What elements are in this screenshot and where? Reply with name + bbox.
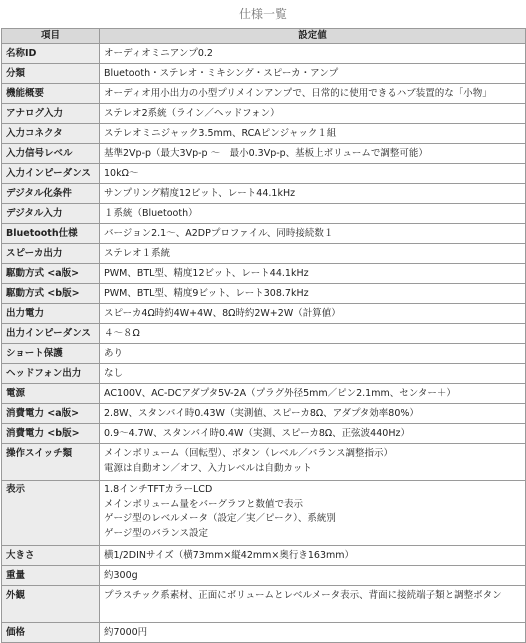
spec-item-value <box>100 84 526 104</box>
table-row <box>2 284 526 304</box>
spec-value-line: 約7000円 <box>104 626 148 638</box>
table-row <box>2 623 526 643</box>
spec-value-line: PWM、BTL型、精度9ビット、レート308.7kHz <box>104 287 309 299</box>
spec-value-line: 基準2Vp-p（最大3Vp-p ～ 最小0.3Vp-p、基板上ボリュームで調整可能） <box>104 147 428 159</box>
spec-value-line: メインボリューム量をバーグラフと数値で表示 <box>104 498 304 510</box>
spec-item-value <box>100 204 526 224</box>
spec-item-value <box>100 586 526 623</box>
spec-value-line: スピーカ4Ω時約4W+4W、8Ω時約2W+2W（計算値） <box>104 307 341 319</box>
spec-item-value <box>100 244 526 264</box>
spec-item-value <box>100 364 526 384</box>
table-caption: 仕様一覧 <box>238 7 287 21</box>
spec-value-line: オーディオミニアンプ0.2 <box>104 47 213 59</box>
spec-item-value <box>100 104 526 124</box>
spec-value-line: なし <box>104 367 124 379</box>
spec-item-value <box>100 344 526 364</box>
spec-item-label: 大きさ <box>2 546 100 566</box>
spec-value-line: 約300g <box>104 569 138 581</box>
table-row <box>2 124 526 144</box>
table-row <box>2 84 526 104</box>
table-row <box>2 404 526 424</box>
spec-item-label: 駆動方式 <b版> <box>2 284 100 304</box>
table-row <box>2 364 526 384</box>
spec-item-value <box>100 304 526 324</box>
table-row <box>2 164 526 184</box>
spec-item-label: ショート保護 <box>2 344 100 364</box>
spec-item-label: 駆動方式 <a版> <box>2 264 100 284</box>
table-row <box>2 566 526 586</box>
spec-value-line: AC100V、AC-DCアダプタ5V-2A（プラグ外径5mm／ピン2.1mm、センター＋） <box>104 387 456 399</box>
spec-item-value <box>100 224 526 244</box>
spec-value-line: 2.8W、スタンバイ時0.43W（実測値、スピーカ8Ω、アダプタ効率80%） <box>104 407 419 419</box>
spec-item-value <box>100 284 526 304</box>
table-row <box>2 244 526 264</box>
spec-value-line: あり <box>104 347 124 359</box>
spec-table-body <box>2 44 526 643</box>
spec-item-label: デジタル入力 <box>2 204 100 224</box>
spec-value-line: ステレオ１系統 <box>104 247 171 259</box>
table-row <box>2 586 526 623</box>
spec-item-value <box>100 444 526 481</box>
spec-item-label: 分類 <box>2 64 100 84</box>
spec-value-line: 1.8インチTFTカラーLCD <box>104 484 213 495</box>
spec-item-label: 消費電力 <b版> <box>2 424 100 444</box>
spec-item-value <box>100 623 526 643</box>
table-header-row <box>2 29 526 44</box>
table-row <box>2 324 526 344</box>
spec-item-label: 入力コネクタ <box>2 124 100 144</box>
table-row <box>2 444 526 481</box>
spec-item-value <box>100 64 526 84</box>
spec-item-value <box>100 481 526 546</box>
spec-item-value <box>100 164 526 184</box>
spec-item-label: 重量 <box>2 566 100 586</box>
spec-item-value <box>100 566 526 586</box>
spec-item-value <box>100 324 526 344</box>
table-row <box>2 224 526 244</box>
spec-value-line: 0.9～4.7W、スタンバイ時0.4W（実測、スピーカ8Ω、正弦波440Hz） <box>104 427 410 439</box>
table-row <box>2 64 526 84</box>
table-row <box>2 184 526 204</box>
spec-item-label: デジタル化条件 <box>2 184 100 204</box>
spec-item-label: ヘッドフォン出力 <box>2 364 100 384</box>
spec-item-label: 名称ID <box>2 44 100 64</box>
table-row <box>2 264 526 284</box>
table-row <box>2 344 526 364</box>
spec-item-label: 入力インピーダンス <box>2 164 100 184</box>
table-row <box>2 424 526 444</box>
spec-item-label: 入力信号レベル <box>2 144 100 164</box>
spec-value-line: 電源は自動オン／オフ、入力レベルは自動カット <box>104 463 312 474</box>
spec-item-label: 電源 <box>2 384 100 404</box>
spec-item-label: 外観 <box>2 586 100 623</box>
spec-value-line: PWM、BTL型、精度12ビット、レート44.1kHz <box>104 267 309 279</box>
spec-value-line: サンプリング精度12ビット、レート44.1kHz <box>104 187 296 199</box>
table-row <box>2 546 526 566</box>
spec-value-line: メインボリューム（回転型）、ボタン（レベル／バランス調整指示） <box>104 448 393 459</box>
spec-value-line: 横1/2DINサイズ（横73mm×縦42mm×奥行き163mm） <box>104 549 355 561</box>
spec-item-value <box>100 424 526 444</box>
table-row <box>2 44 526 64</box>
spec-value-line: オーディオ用小出力の小型プリメインアンプで、日常的に使用できるハブ装置的な「小物」 <box>104 87 492 99</box>
spec-item-label: 機能概要 <box>2 84 100 104</box>
spec-item-label: アナログ入力 <box>2 104 100 124</box>
spec-value-line: １系統（Bluetooth） <box>104 207 198 219</box>
spec-value-line: ゲージ型のバランス設定 <box>104 527 209 539</box>
spec-item-label: Bluetooth仕様 <box>2 224 100 244</box>
spec-item-value <box>100 144 526 164</box>
spec-value-line: プラスチック系素材、正面にボリュームとレベルメータ表示、背面に接続端子類と調整ボタン <box>104 590 502 601</box>
spec-value-line: ステレオミニジャック3.5mm、RCAピンジャック１組 <box>104 127 337 139</box>
spec-item-value <box>100 184 526 204</box>
table-row <box>2 384 526 404</box>
spec-item-label: 価格 <box>2 623 100 643</box>
table-row <box>2 204 526 224</box>
spec-value-line: ゲージ型のレベルメータ（設定／実／ピーク）、系統別 <box>104 513 336 524</box>
spec-item-label: 表示 <box>2 481 100 546</box>
spec-item-value <box>100 124 526 144</box>
spec-item-value <box>100 44 526 64</box>
table-row <box>2 481 526 546</box>
spec-value-line: Bluetooth・ステレオ・ミキシング・スピーカ・アンプ <box>104 67 339 79</box>
spec-item-label: 消費電力 <a版> <box>2 404 100 424</box>
spec-item-value <box>100 546 526 566</box>
spec-value-line: 10kΩ～ <box>104 167 139 179</box>
spec-table <box>1 28 526 643</box>
spec-item-value <box>100 264 526 284</box>
spec-item-value <box>100 404 526 424</box>
spec-item-label: 出力電力 <box>2 304 100 324</box>
spec-item-label: 操作スイッチ類 <box>2 444 100 481</box>
table-row <box>2 144 526 164</box>
table-row <box>2 304 526 324</box>
spec-value-line: ４～８Ω <box>104 327 140 339</box>
spec-value-line: バージョン2.1～、A2DPプロファイル、同時接続数１ <box>104 227 334 239</box>
spec-item-label: 出力インピーダンス <box>2 324 100 344</box>
header-value: 設定値 <box>100 29 526 44</box>
spec-value-line: ステレオ2系統（ライン／ヘッドフォン） <box>104 107 280 119</box>
table-row <box>2 104 526 124</box>
spec-item-label: スピーカ出力 <box>2 244 100 264</box>
spec-item-value <box>100 384 526 404</box>
header-item: 項目 <box>2 29 100 44</box>
